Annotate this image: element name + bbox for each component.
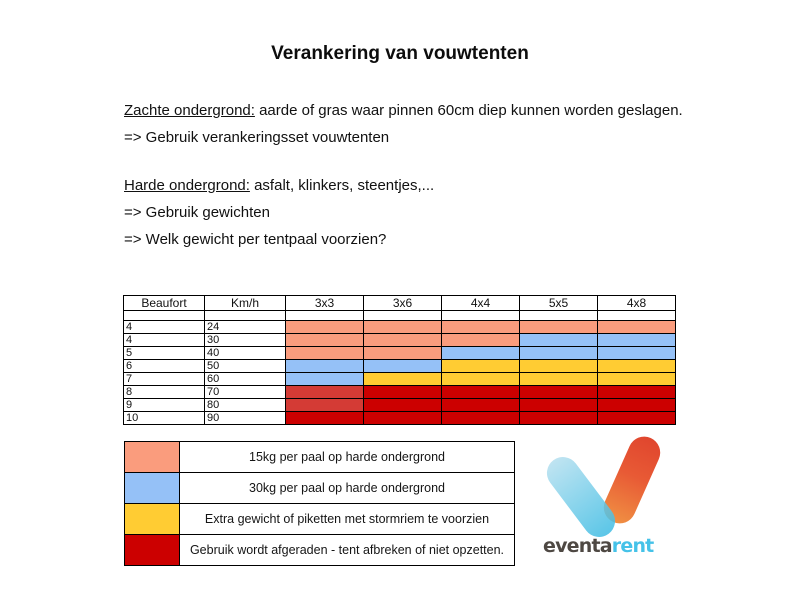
wind-cell [520, 347, 598, 360]
legend-row [125, 473, 515, 504]
page-title: Verankering van vouwtenten [271, 43, 529, 64]
kmh-value: 40 [205, 347, 286, 360]
wind-cell [442, 347, 520, 360]
wind-cell [520, 321, 598, 334]
wind-cell [286, 334, 364, 347]
legend-swatch-yellow [125, 504, 180, 535]
col-header-3x3: 3x3 [286, 296, 364, 311]
wind-cell [286, 399, 364, 412]
wind-cell [442, 399, 520, 412]
col-header-4x8: 4x8 [598, 296, 676, 311]
wind-table-row [124, 373, 676, 386]
zachte-bullet-1: => Gebruik verankeringsset vouwtenten [124, 129, 390, 146]
wind-cell [598, 373, 676, 386]
wind-table-row [124, 412, 676, 425]
wind-weight-table [123, 295, 676, 425]
beaufort-value: 9 [124, 399, 205, 412]
kmh-value: 24 [205, 321, 286, 334]
wind-cell [364, 360, 442, 373]
legend-row [125, 535, 515, 566]
wind-cell [598, 321, 676, 334]
wind-cell [520, 334, 598, 347]
harde-bullet-2: => Welk gewicht per tentpaal voorzien? [124, 231, 387, 248]
legend-swatch-red [125, 535, 180, 566]
wind-cell [286, 412, 364, 425]
wind-cell [286, 321, 364, 334]
wind-cell [520, 360, 598, 373]
harde-ondergrond-line [124, 175, 683, 196]
wind-cell [598, 399, 676, 412]
legend-swatch-salmon [125, 442, 180, 473]
zachte-ondergrond-line [124, 100, 683, 121]
wind-cell [364, 347, 442, 360]
wind-cell [442, 360, 520, 373]
wind-cell [364, 334, 442, 347]
wind-cell [520, 412, 598, 425]
wind-cell [598, 360, 676, 373]
wind-cell [442, 386, 520, 399]
col-header-kmh: Km/h [205, 296, 286, 311]
legend-row [125, 442, 515, 473]
wind-cell [364, 321, 442, 334]
wind-table-spacer-row [124, 311, 676, 321]
beaufort-value: 7 [124, 373, 205, 386]
beaufort-value: 10 [124, 412, 205, 425]
wind-table-row [124, 334, 676, 347]
wind-cell [442, 373, 520, 386]
kmh-value: 30 [205, 334, 286, 347]
wind-table-row [124, 360, 676, 373]
wind-cell [442, 334, 520, 347]
wind-cell [286, 386, 364, 399]
col-header-4x4: 4x4 [442, 296, 520, 311]
harde-ondergrond-heading: Harde ondergrond: [124, 177, 250, 194]
legend-label: Gebruik wordt afgeraden - tent afbreken of niet opzetten. [180, 535, 515, 566]
wind-table-header-row [124, 296, 676, 311]
wind-cell [286, 373, 364, 386]
eventarent-logo [545, 435, 695, 570]
wind-cell [520, 373, 598, 386]
harde-ondergrond-text: asfalt, klinkers, steentjes,... [249, 177, 435, 194]
body-text [124, 100, 683, 256]
legend-label: Extra gewicht of piketten met stormriem te voorzien [180, 504, 515, 535]
wind-cell [364, 412, 442, 425]
col-header-beaufort: Beaufort [124, 296, 205, 311]
wind-table-row [124, 347, 676, 360]
col-header-3x6: 3x6 [364, 296, 442, 311]
wind-cell [364, 373, 442, 386]
beaufort-value: 4 [124, 321, 205, 334]
wind-cell [286, 347, 364, 360]
wind-table-row [124, 399, 676, 412]
wind-table-row [124, 321, 676, 334]
wind-cell [286, 360, 364, 373]
col-header-5x5: 5x5 [520, 296, 598, 311]
legend-label: 15kg per paal op harde ondergrond [180, 442, 515, 473]
wind-table-row [124, 386, 676, 399]
wind-cell [598, 412, 676, 425]
legend-label: 30kg per paal op harde ondergrond [180, 473, 515, 504]
logo-wordmark [543, 535, 653, 557]
wind-cell [598, 334, 676, 347]
logo-wordmark-eventa: eventa [543, 535, 612, 557]
kmh-value: 50 [205, 360, 286, 373]
wind-cell [598, 347, 676, 360]
legend-row [125, 504, 515, 535]
wind-cell [364, 399, 442, 412]
legend-table [124, 441, 515, 566]
legend-swatch-blue [125, 473, 180, 504]
zachte-ondergrond-heading: Zachte ondergrond: [124, 102, 255, 119]
kmh-value: 90 [205, 412, 286, 425]
kmh-value: 80 [205, 399, 286, 412]
logo-wordmark-rent: rent [611, 535, 654, 557]
harde-bullet-1: => Gebruik gewichten [124, 204, 270, 221]
beaufort-value: 6 [124, 360, 205, 373]
wind-cell [598, 386, 676, 399]
beaufort-value: 5 [124, 347, 205, 360]
wind-cell [520, 386, 598, 399]
wind-cell [364, 386, 442, 399]
wind-cell [442, 321, 520, 334]
wind-cell [520, 399, 598, 412]
wind-cell [442, 412, 520, 425]
kmh-value: 60 [205, 373, 286, 386]
zachte-ondergrond-text: aarde of gras waar pinnen 60cm diep kunnen worden geslagen. [254, 102, 683, 119]
kmh-value: 70 [205, 386, 286, 399]
beaufort-value: 8 [124, 386, 205, 399]
beaufort-value: 4 [124, 334, 205, 347]
